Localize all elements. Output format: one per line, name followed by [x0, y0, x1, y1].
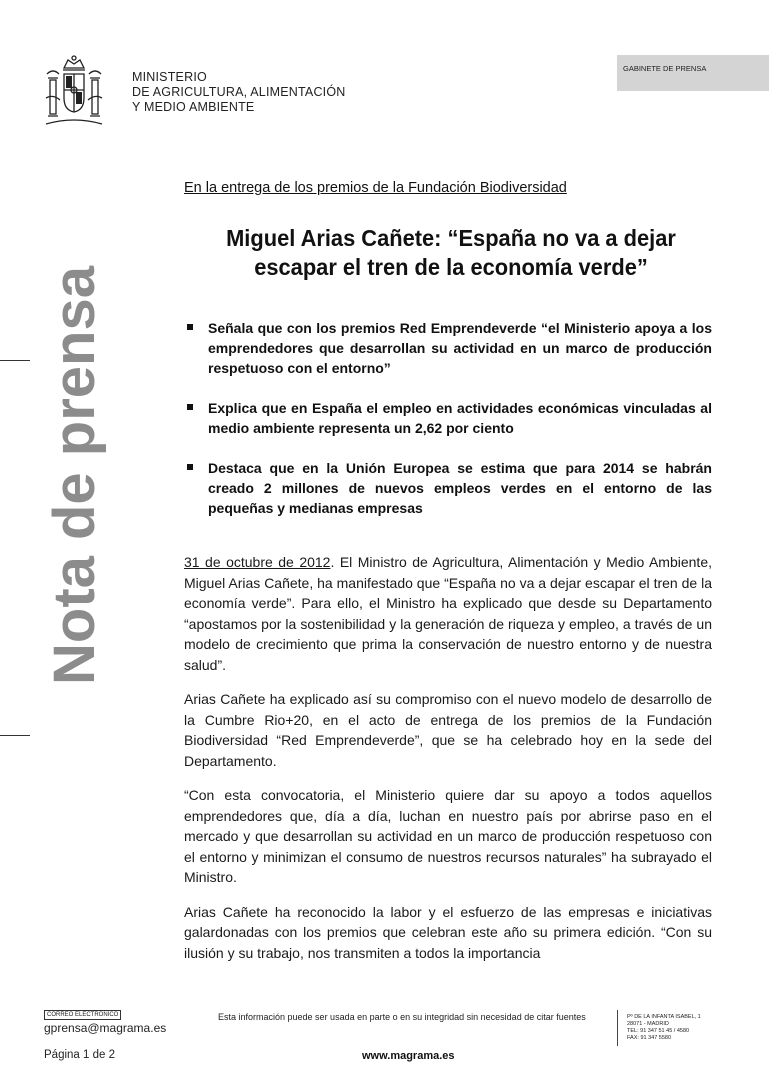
email-address[interactable]: gprensa@magrama.es — [44, 1021, 167, 1035]
address-line: FAX: 91 347 5580 — [627, 1035, 672, 1041]
highlight-text: Señala que con los premios Red Emprendeverde “el Ministerio apoya a los emprendedores que desarrollan su actividad en un marco de producción respetuoso con el entorno” — [208, 320, 712, 376]
highlights-list — [184, 318, 712, 538]
article-date: 31 de octubre de 2012 — [184, 554, 331, 570]
paragraph — [184, 552, 712, 675]
bullet-square-icon — [187, 324, 193, 330]
postal-address — [627, 1014, 701, 1042]
paragraph: Arias Cañete ha explicado así su compromiso con el nuevo modelo de desarrollo de la Cumbre Rio+20, en el acto de entrega de los premios de la Fundación Biodiversidad “Red Emprendeverde”, que se ha celebrado hoy en la sede del Departamento. — [184, 691, 712, 769]
ministry-line: DE AGRICULTURA, ALIMENTACIÓN — [132, 85, 346, 99]
article-body — [184, 552, 712, 977]
paragraph-text: . El Ministro de Agricultura, Alimentación y Medio Ambiente, Miguel Arias Cañete, ha manifestado que “España no va a dejar escapar el tren de la economía verde”. Para ello, el Ministro ha explicado que desde su Departamento “apostamos por la sostenibilidad y la generación de riqueza y empleo, a través de un modelo de crecimiento que prima la conservación de nuestro entorno y de nuestra salud”. — [184, 554, 712, 673]
paragraph: “Con esta convocatoria, el Ministerio quiere dar su apoyo a todos aquellos emprendedores que, día a día, luchan en nuestro país por abrirse paso en el mercado y que desarrollan su actividad en un marco de producción respetuoso con el entorno y minimizan el consumo de nuestros recursos naturales” ha subrayado el Ministro. — [184, 787, 712, 885]
side-label: Nota de prensa — [42, 266, 107, 685]
bullet-square-icon — [187, 464, 193, 470]
highlight-text: Explica que en España el empleo en actividades económicas vinculadas al medio ambiente representa un 2,62 por ciento — [208, 400, 712, 436]
coat-of-arms-logo — [44, 54, 104, 132]
side-rule-bottom — [0, 735, 30, 736]
ministry-line: MINISTERIO — [132, 70, 207, 84]
highlight-item — [184, 458, 712, 518]
highlight-item — [184, 318, 712, 378]
article-subtitle: En la entrega de los premios de la Fundación Biodiversidad — [184, 180, 567, 196]
usage-disclaimer: Esta información puede ser usada en parte o en su integridad sin necesidad de citar fuentes — [218, 1012, 586, 1022]
bullet-square-icon — [187, 404, 193, 410]
article-headline: Miguel Arias Cañete: “España no va a dejar escapar el tren de la economía verde” — [226, 225, 676, 280]
footer-divider — [617, 1010, 618, 1046]
address-line: Pº DE LA INFANTA ISABEL, 1 — [627, 1014, 701, 1020]
email-label: CORREO ELECTRÓNICO — [44, 1010, 121, 1020]
side-rule-top — [0, 360, 30, 361]
press-office-box: GABINETE DE PRENSA — [617, 55, 769, 91]
paragraph: Arias Cañete ha reconocido la labor y el esfuerzo de las empresas e iniciativas galardonadas con los premios que celebran este año su primera edición. “Con su ilusión y su trabajo, nos transmiten a todos la importancia — [184, 903, 712, 961]
ministry-line: Y MEDIO AMBIENTE — [132, 100, 255, 114]
highlight-item — [184, 398, 712, 438]
website-link[interactable]: www.magrama.es — [362, 1050, 455, 1062]
highlight-text: Destaca que en la Unión Europea se estima que para 2014 se habrán creado 2 millones de nuevos empleos verdes en el entorno de las pequeñas y medianas empresas — [208, 460, 712, 516]
page-number: Página 1 de 2 — [44, 1049, 115, 1061]
address-line: TEL: 91 347 51 45 / 4580 — [627, 1028, 690, 1034]
ministry-name — [132, 70, 346, 115]
address-line: 28071 - MADRID — [627, 1021, 669, 1027]
